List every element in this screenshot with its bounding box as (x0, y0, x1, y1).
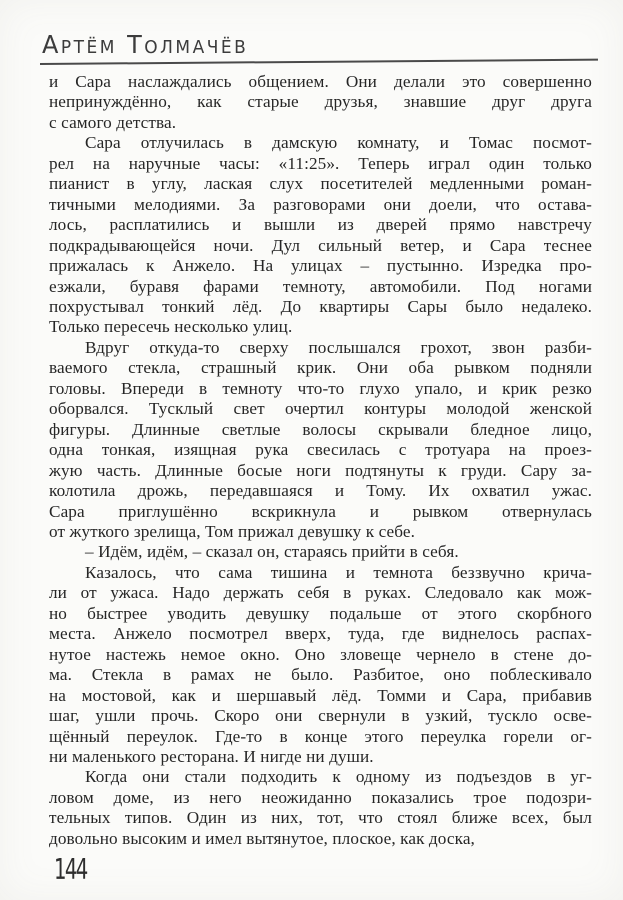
text-line: шаг, ушли прочь. Скоро они свернули в узкий, тускло осве- (49, 706, 592, 726)
text-line: Вдруг откуда-то сверху послышался грохот, звон разби- (85, 337, 592, 357)
text-line: похрустывал тонкий лёд. До квартиры Сары было недалеко. (49, 296, 592, 316)
text-line: подкрадывающейся ночи. Дул сильный ветер, и Сара теснее (49, 235, 592, 255)
text-line: довольно высоким и имел вытянутое, плоское, как доска, (49, 828, 475, 848)
text-line: Сара отлучилась в дамскую комнату, и Томас посмот- (85, 133, 592, 153)
text-line: с самого детства. (49, 112, 177, 132)
text-line: Казалось, что сама тишина и темнота беззвучно крича- (85, 562, 592, 582)
text-line: от жуткого зрелища, Том прижал девушку к себе. (49, 521, 416, 541)
text-line: – Идём, идём, – сказал он, стараясь прийти в себя. (85, 542, 459, 562)
text-line: нутое настежь немое окно. Оно зловеще чернело в стене до- (49, 644, 592, 664)
text-line: места. Анжело посмотрел вверх, туда, где виднелось распах- (49, 624, 592, 644)
text-line: непринуждённо, как старые друзья, знавшие друг друга (49, 92, 592, 112)
text-line: и Сара наслаждались общением. Они делали это совершенно (49, 72, 592, 91)
text-line: Когда они стали подходить к одному из подъездов в уг- (85, 767, 592, 787)
text-line: езжали, буравя фарами темноту, автомобили. Под ногами (49, 276, 592, 296)
text-line: прижалась к Анжело. На улицах – пустынно. Изредка про- (49, 256, 592, 276)
text-line: Только пересечь несколько улиц. (49, 317, 293, 337)
text-line: ваемого стекла, страшный крик. Они оба рывком подняли (49, 358, 592, 378)
text-line: рел на наручные часы: «11:25». Теперь играл один только (49, 153, 592, 173)
text-line: пианист в углу, лаская слух посетителей медленными роман- (49, 174, 592, 194)
text-line: ли от ужаса. Надо держать себя в руках. Следовало как мож- (49, 583, 592, 603)
page-number: 144 (54, 853, 87, 887)
author-name: Артём Толмачёв (42, 30, 249, 60)
text-line: лось, расплатились и вышли из дверей прямо навстречу (49, 215, 592, 235)
text-line: одна тонкая, изящная рука свесилась с тротуара на проез- (49, 440, 592, 460)
text-line: ловом доме, из него неожиданно показались трое подозри- (49, 787, 592, 807)
text-line: но быстрее уводить девушку подальше от этого скорбного (49, 603, 592, 623)
header-rule (40, 59, 598, 65)
body-text (49, 72, 592, 849)
text-line: тичными мелодиями. За разговорами они доели, что остава- (49, 194, 592, 214)
text-line: жую часть. Длинные босые ноги подтянуты к груди. Сару за- (49, 460, 592, 480)
text-line: головы. Впереди в темноту что-то глухо упало, и крик резко (49, 378, 592, 398)
text-line: колотила дрожь, передавшаяся и Тому. Их охватил ужас. (49, 481, 592, 501)
text-line: тельных типов. Один из них, тот, что стоял ближе всех, был (49, 808, 592, 828)
text-line: ма. Стекла в рамах не было. Разбитое, оно поблескивало (49, 665, 592, 685)
text-line: фигуры. Длинные светлые волосы скрывали бледное лицо, (49, 419, 592, 439)
text-line: щённый переулок. Где-то в конце этого переулка горели ог- (49, 726, 592, 746)
text-line: на мостовой, как и шершавый лёд. Томми и Сара, прибавив (49, 685, 592, 705)
text-line: Сара приглушённо вскрикнула и рывком отвернулась (49, 501, 592, 521)
text-line: оборвался. Тусклый свет очертил контуры молодой женской (49, 399, 592, 419)
page-header (42, 30, 598, 58)
text-line: ни маленького ресторана. И нигде ни души. (49, 746, 374, 766)
